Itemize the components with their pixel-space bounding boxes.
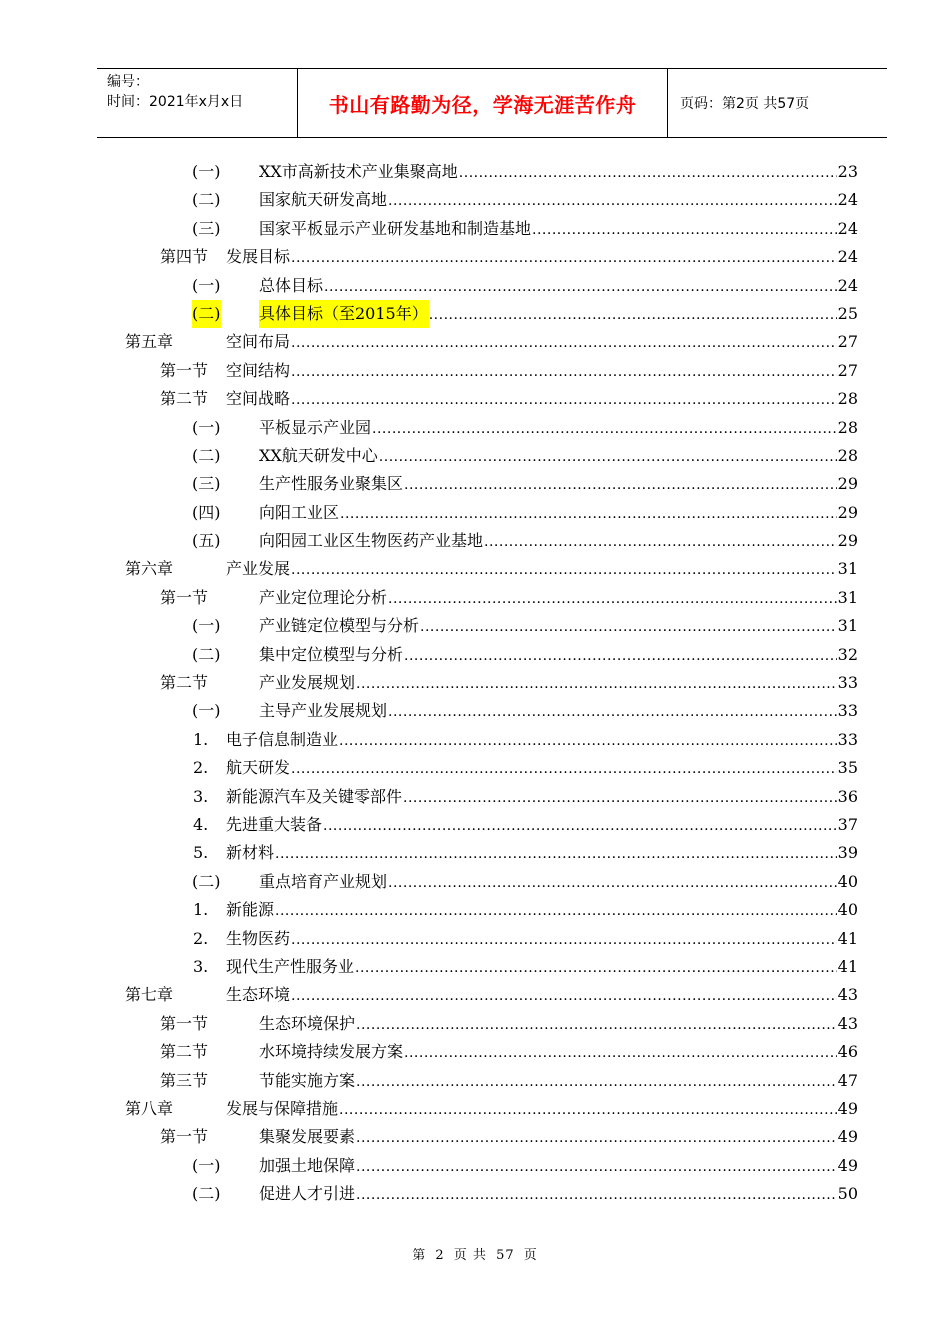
dot-leader	[356, 1152, 838, 1180]
dot-leader	[275, 839, 838, 867]
toc-entry-title	[259, 300, 838, 328]
toc-entry-label: 重点培育产业规划	[259, 868, 388, 896]
toc-entry-title	[259, 442, 838, 470]
toc-entry-label: 新能源	[226, 896, 275, 924]
toc-entry[interactable]	[0, 272, 950, 300]
toc-entry[interactable]	[0, 868, 950, 896]
toc-entry-page: 24	[837, 215, 858, 243]
toc-entry-label: 发展与保障措施	[226, 1095, 339, 1123]
toc-entry-number: (三)	[192, 218, 221, 238]
toc-entry-label: 平板显示产业园	[259, 414, 372, 442]
toc-entry-title	[226, 555, 838, 583]
toc-entry-number: 第七章	[125, 985, 174, 1005]
toc-entry-number: (一)	[192, 701, 221, 721]
toc-entry[interactable]	[0, 300, 950, 328]
footer-total-pages: 57	[496, 1248, 515, 1263]
toc-entry-label: 水环境持续发展方案	[259, 1038, 404, 1066]
toc-entry-label: 节能实施方案	[259, 1067, 356, 1095]
toc-entry[interactable]	[0, 953, 950, 981]
toc-entry[interactable]	[0, 414, 950, 442]
dot-leader	[291, 925, 838, 953]
dot-leader	[420, 612, 838, 640]
dot-leader	[324, 272, 838, 300]
dot-leader	[355, 953, 838, 981]
toc-entry-page: 24	[837, 186, 858, 214]
toc-entry-label: 新材料	[226, 839, 275, 867]
toc-entry-label: 加强土地保障	[259, 1152, 356, 1180]
toc-entry-label: 国家平板显示产业研发基地和制造基地	[259, 215, 532, 243]
dot-leader	[484, 527, 838, 555]
toc-entry-number: 1.	[193, 729, 209, 749]
toc-entry-title	[259, 1010, 838, 1038]
toc-entry-title	[259, 499, 838, 527]
toc-entry-page: 29	[837, 527, 858, 555]
toc-entry-number: 3.	[193, 786, 209, 806]
toc-entry-title	[259, 527, 838, 555]
toc-entry-title	[259, 1152, 838, 1180]
toc-entry-number: (二)	[192, 300, 221, 328]
toc-entry[interactable]	[0, 1038, 950, 1066]
toc-entry-title	[259, 641, 838, 669]
toc-entry-label: 产业链定位模型与分析	[259, 612, 420, 640]
toc-entry[interactable]	[0, 754, 950, 782]
toc-entry-page: 28	[837, 385, 858, 413]
toc-entry-page: 37	[837, 811, 858, 839]
toc-entry-label: 新能源汽车及关键零部件	[226, 783, 403, 811]
toc-entry-title	[259, 414, 838, 442]
toc-entry[interactable]	[0, 215, 950, 243]
toc-entry-number: (二)	[192, 644, 221, 664]
toc-entry-page: 41	[837, 925, 858, 953]
toc-entry-label: 生态环境	[226, 981, 291, 1009]
toc-entry-number: 第一节	[160, 1013, 209, 1033]
toc-entry-label: 国家航天研发高地	[259, 186, 388, 214]
dot-leader	[340, 499, 838, 527]
toc-entry-page: 24	[837, 243, 858, 271]
toc-entry-page: 49	[837, 1095, 858, 1123]
toc-entry[interactable]	[0, 1152, 950, 1180]
toc-entry-number: 第四节	[160, 247, 209, 267]
toc-entry-number: 第五章	[125, 332, 174, 352]
toc-entry-page: 35	[837, 754, 858, 782]
toc-entry-page: 25	[837, 300, 858, 328]
toc-entry-title	[259, 612, 838, 640]
toc-entry[interactable]	[0, 470, 950, 498]
toc-entry-number: (一)	[192, 162, 221, 181]
toc-entry-label: 发展目标	[226, 243, 291, 271]
toc-entry[interactable]	[0, 612, 950, 640]
footer-suffix: 页	[523, 1248, 538, 1263]
toc-entry-label: 总体目标	[259, 272, 324, 300]
toc-entry[interactable]	[0, 811, 950, 839]
toc-entry-page: 40	[837, 896, 858, 924]
toc-entry-title	[226, 328, 838, 356]
dot-leader	[323, 811, 838, 839]
toc-entry-title	[226, 1095, 838, 1123]
toc-entry-number: (二)	[192, 1184, 221, 1204]
toc-entry-title	[226, 981, 838, 1009]
dot-leader	[339, 726, 838, 754]
toc-entry-title	[226, 726, 838, 754]
dot-leader	[291, 328, 838, 356]
toc-entry-title	[226, 385, 838, 413]
toc-entry-label: 具体目标（至2015年）	[259, 300, 429, 328]
toc-entry[interactable]	[0, 783, 950, 811]
toc-entry-label: 向阳工业区	[259, 499, 340, 527]
toc-entry-number: (一)	[192, 417, 221, 437]
toc-entry-page: 31	[837, 555, 858, 583]
dot-leader	[404, 641, 838, 669]
toc-entry[interactable]	[0, 555, 950, 583]
toc-entry-number: (二)	[192, 190, 221, 210]
toc-entry-number: 第二节	[160, 1042, 209, 1062]
toc-entry-page: 33	[837, 726, 858, 754]
toc-entry-number: (二)	[192, 871, 221, 891]
toc-entry-label: 空间布局	[226, 328, 291, 356]
dot-leader	[291, 243, 838, 271]
toc-entry-label: 航天研发	[226, 754, 291, 782]
toc-entry-page: 50	[837, 1180, 858, 1208]
page-header	[97, 68, 887, 138]
toc-entry-number: 第二节	[160, 389, 209, 409]
toc-entry-page: 47	[837, 1067, 858, 1095]
toc-entry-page: 36	[837, 783, 858, 811]
dot-leader	[403, 783, 838, 811]
toc-entry-page: 28	[837, 414, 858, 442]
toc-entry-number: 第一节	[160, 587, 209, 607]
toc-entry-title	[259, 697, 838, 725]
dot-leader	[291, 357, 838, 385]
toc-entry-number: 2.	[193, 928, 209, 948]
page-footer	[0, 1244, 950, 1263]
toc-entry-label: 生态环境保护	[259, 1010, 356, 1038]
toc-entry[interactable]	[0, 527, 950, 555]
toc-entry[interactable]	[0, 1010, 950, 1038]
time-label: 时间：2021年x月x日	[107, 94, 244, 110]
toc-entry-page: 27	[837, 357, 858, 385]
toc-entry-label: XX市高新技术产业集聚高地	[259, 158, 459, 186]
toc-entry-page: 49	[837, 1152, 858, 1180]
toc-entry-number: 第八章	[125, 1098, 174, 1118]
toc-entry-number: (二)	[192, 445, 221, 465]
toc-entry[interactable]	[0, 584, 950, 612]
toc-entry-title	[259, 186, 838, 214]
toc-entry-page: 27	[837, 328, 858, 356]
toc-entry[interactable]	[0, 1180, 950, 1208]
toc-entry-page: 28	[837, 442, 858, 470]
toc-entry[interactable]	[0, 1123, 950, 1151]
toc-entry[interactable]	[0, 243, 950, 271]
serial-label: 编号：	[107, 74, 149, 90]
toc-entry-title	[226, 839, 838, 867]
toc-entry-title	[259, 470, 838, 498]
toc-entry-number: (一)	[192, 1155, 221, 1175]
footer-page-number: 2	[435, 1248, 445, 1263]
toc-entry-number: (一)	[192, 616, 221, 636]
toc-entry-page: 41	[837, 953, 858, 981]
toc-entry-label: 主导产业发展规划	[259, 697, 388, 725]
toc-entry-title	[259, 1038, 838, 1066]
toc-entry-number: 第一节	[160, 360, 209, 380]
toc-entry-page: 46	[837, 1038, 858, 1066]
toc-entry-number: 3.	[193, 956, 209, 976]
toc-entry-title	[259, 215, 838, 243]
header-meta	[97, 69, 298, 137]
dot-leader	[459, 158, 838, 186]
toc-entry-number: 5.	[193, 843, 209, 863]
toc-entry-label: 生产性服务业聚集区	[259, 470, 404, 498]
toc-entry-title	[259, 1123, 838, 1151]
toc-entry-title	[226, 357, 838, 385]
toc-entry-title	[259, 868, 838, 896]
toc-entry[interactable]	[0, 697, 950, 725]
toc-entry[interactable]	[0, 186, 950, 214]
toc-entry-label: 产业发展规划	[259, 669, 356, 697]
toc-entry-title	[226, 754, 838, 782]
toc-entry-page: 39	[837, 839, 858, 867]
toc-entry-number: (三)	[192, 474, 221, 494]
toc-entry-number: 第三节	[160, 1070, 209, 1090]
header-motto: 书山有路勤为径，学海无涯苦作舟	[298, 69, 668, 137]
dot-leader	[388, 697, 838, 725]
toc-entry-label: 集聚发展要素	[259, 1123, 356, 1151]
toc-entry-title	[259, 272, 838, 300]
toc-entry-title	[259, 1067, 838, 1095]
dot-leader	[275, 896, 838, 924]
toc-entry-title	[226, 243, 838, 271]
toc-entry-page: 23	[837, 158, 858, 186]
toc-entry-page: 31	[837, 612, 858, 640]
dot-leader	[532, 215, 838, 243]
toc-entry-page: 43	[837, 981, 858, 1009]
toc-entry-page: 49	[837, 1123, 858, 1151]
dot-leader	[404, 1038, 838, 1066]
toc-entry[interactable]	[0, 158, 950, 186]
toc-entry[interactable]	[0, 981, 950, 1009]
dot-leader	[291, 754, 838, 782]
toc-entry-title	[259, 158, 838, 186]
toc-entry-title	[226, 783, 838, 811]
toc-entry-title	[259, 584, 838, 612]
toc-entry[interactable]	[0, 328, 950, 356]
dot-leader	[356, 1067, 838, 1095]
toc-entry-page: 40	[837, 868, 858, 896]
toc-entry-number: 1.	[193, 900, 209, 920]
toc-entry-number: 第二节	[160, 673, 209, 693]
toc-entry[interactable]	[0, 839, 950, 867]
toc-entry[interactable]	[0, 896, 950, 924]
dot-leader	[404, 470, 838, 498]
toc-entry-label: 空间战略	[226, 385, 291, 413]
toc-entry-title	[226, 896, 838, 924]
toc-entry[interactable]	[0, 925, 950, 953]
toc-entry-label: 促进人才引进	[259, 1180, 356, 1208]
toc-entry-label: 生物医药	[226, 925, 291, 953]
toc-entry[interactable]	[0, 385, 950, 413]
toc-entry[interactable]	[0, 641, 950, 669]
dot-leader	[388, 868, 838, 896]
toc-entry[interactable]	[0, 1067, 950, 1095]
toc-entry-label: 先进重大装备	[226, 811, 323, 839]
toc-entry-number: 2.	[193, 758, 209, 778]
dot-leader	[388, 584, 838, 612]
toc-entry-number: 第一节	[160, 1127, 209, 1147]
dot-leader	[372, 414, 838, 442]
footer-mid: 页 共	[453, 1248, 487, 1263]
toc-entry-title	[226, 953, 838, 981]
toc-entry-page: 33	[837, 669, 858, 697]
toc-entry-page: 33	[837, 697, 858, 725]
toc-entry-label: 集中定位模型与分析	[259, 641, 404, 669]
toc-entry-number: 4.	[193, 814, 209, 834]
toc-entry[interactable]	[0, 1095, 950, 1123]
toc-entry-page: 24	[837, 272, 858, 300]
toc-entry-number: (五)	[192, 531, 221, 551]
toc-entry-title	[259, 669, 838, 697]
toc-entry[interactable]	[0, 442, 950, 470]
dot-leader	[388, 186, 838, 214]
dot-leader	[429, 300, 838, 328]
header-page-info: 页码：第2页 共57页	[680, 96, 810, 112]
dot-leader	[291, 555, 838, 583]
toc-entry-page: 32	[837, 641, 858, 669]
toc-entry-label: 向阳园工业区生物医药产业基地	[259, 527, 484, 555]
toc-entry[interactable]	[0, 357, 950, 385]
dot-leader	[291, 981, 838, 1009]
dot-leader	[356, 1123, 838, 1151]
toc-entry-label: 产业定位理论分析	[259, 584, 388, 612]
footer-prefix: 第	[412, 1248, 427, 1263]
toc-entry-page: 29	[837, 499, 858, 527]
toc-entry-label: 产业发展	[226, 555, 291, 583]
toc-entry-label: XX航天研发中心	[259, 442, 379, 470]
toc-entry-label: 现代生产性服务业	[226, 953, 355, 981]
toc-entry-label: 电子信息制造业	[226, 726, 339, 754]
toc-entry[interactable]	[0, 669, 950, 697]
toc-entry-page: 43	[837, 1010, 858, 1038]
dot-leader	[379, 442, 838, 470]
toc-entry-number: (一)	[192, 275, 221, 295]
toc-entry[interactable]	[0, 499, 950, 527]
toc-entry-number: 第六章	[125, 559, 174, 579]
dot-leader	[291, 385, 838, 413]
toc-entry-number: (四)	[192, 502, 221, 522]
dot-leader	[356, 1180, 838, 1208]
toc-entry-title	[226, 811, 838, 839]
toc-entry-title	[226, 925, 838, 953]
toc-entry-title	[259, 1180, 838, 1208]
dot-leader	[356, 669, 838, 697]
toc-entry[interactable]	[0, 726, 950, 754]
toc-entry-page: 29	[837, 470, 858, 498]
dot-leader	[339, 1095, 838, 1123]
dot-leader	[356, 1010, 838, 1038]
table-of-contents	[0, 158, 950, 1208]
toc-entry-page: 31	[837, 584, 858, 612]
toc-entry-label: 空间结构	[226, 357, 291, 385]
